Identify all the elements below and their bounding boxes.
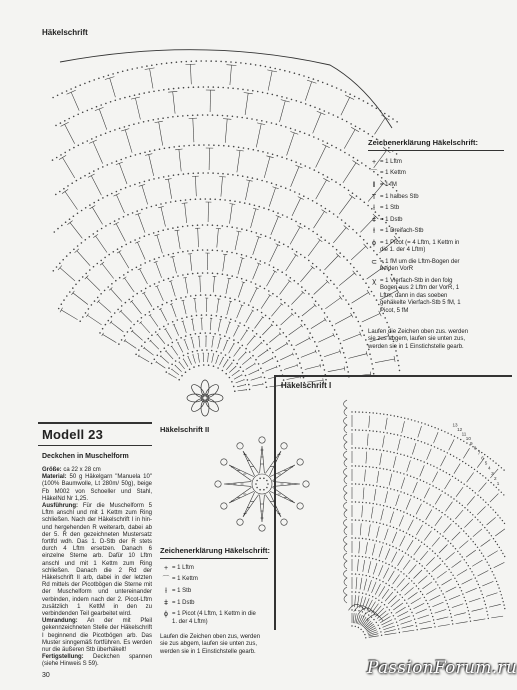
legend-item-text: = 1 Lftm (172, 564, 194, 571)
legend-item (160, 588, 272, 595)
chart-1-row-number: 2 (494, 475, 497, 481)
legend-2 (160, 546, 272, 656)
legend-2-divider (160, 558, 268, 559)
chart-1-row-number: 8 (473, 445, 477, 451)
chart-1-row-number: 5 (484, 460, 488, 466)
legend-item (160, 600, 272, 607)
t-icon: T (371, 193, 377, 201)
legend-item-text: = 1 fM (380, 181, 397, 188)
legend-2-title: Zeichenerklärung Häkelschrift: (160, 546, 271, 555)
vierfach-icon: ꭓ (372, 277, 376, 285)
legend-item-text: = 1 Vierfach-Stb in den folg Bogen aus 2 Lftm der VorR, 1 Lftm, dann in das soeben gehäkelte Vierfach-Stb 5 fM, 1 Picot, 5 fM (380, 277, 461, 314)
legend-item-text: = 1 Lftm (380, 158, 402, 165)
model-paragraph: Umrandung: An der mit Pfeil gekennzeichneten Stelle der Häkelschrift I beginnend die Picotbögen arb. Das Muster sinngemäß fortführen. Es werden nur die äußeren Stb überhäkelt! (42, 618, 152, 654)
plus-icon: + (163, 564, 169, 572)
legend-item-text: = 1 Dstb (172, 599, 195, 606)
model-paragraph: Material: 50 g Häkelgarn "Manuela 10" (100% Baumwolle, Lt 280m/ 50g), beige Fb M002 von Schoeller und Stahl, HäkelNd Nr 1,25. (42, 474, 152, 502)
chart-label-top: Häkelschrift (42, 28, 88, 37)
plus-icon: + (371, 158, 377, 166)
legend-item (160, 565, 272, 572)
dreifach-icon: ⱡ (373, 228, 375, 236)
legend-1-title: Zeichenerklärung Häkelschrift: (368, 138, 479, 147)
arc-icon: ⌒ (370, 170, 378, 178)
chart-label-1: Häkelschrift I (281, 381, 332, 390)
legend-item-text: = 1 Picot (= 4 Lftm, 1 Kettm in die 1. der 4 Lftm) (380, 239, 460, 254)
legend-item-text: = 1 Picot (4 Lftm, 1 Kettm in die 1. der 4 Lftm) (172, 611, 256, 625)
arc-icon: ⌒ (162, 576, 170, 584)
chart-1-row-number: 3 (491, 470, 494, 476)
chart-1-row-number: 9 (470, 440, 473, 446)
dstb-icon: ǂ (163, 599, 169, 607)
legend-item-text: = 1 Stb (172, 587, 192, 594)
page-number: 30 (42, 672, 50, 679)
chart-label-2: Häkelschrift II (160, 425, 210, 434)
chart-1-row-number: 13 (452, 422, 458, 428)
legend-item (160, 576, 272, 583)
picot-icon: ϕ (372, 239, 376, 247)
bogen-icon: ⊂ (371, 258, 377, 266)
chart-1-row-number: 1 (496, 481, 500, 487)
watermark-logo: PassionForum.ru (367, 658, 517, 678)
chart-1-row-number: 6 (481, 455, 484, 461)
legend-item-text: = 1 Kettm (380, 170, 406, 177)
chart-1-row-number: 4 (488, 465, 491, 471)
chart-1-row-number: 7 (477, 450, 481, 456)
model-paragraph: Größe: ca 22 x 28 cm (42, 467, 101, 473)
legend-2-list (160, 565, 272, 626)
bar-icon: ‖ (372, 181, 376, 189)
stb-icon: ƚ (373, 205, 375, 213)
legend-item (160, 611, 272, 626)
legend-item-text: = 1 Dreifach-Stb (380, 228, 424, 235)
legend-2-note: Laufen die Zeichen oben zus, werden sie zus abgem, laufen sie unten zus, werden sie in 1 Einstichstelle gearb. (160, 633, 261, 655)
chart-1-row-number: 12 (457, 426, 463, 432)
chart-1-row-number: 10 (465, 436, 471, 442)
stb-icon: ƚ (165, 587, 167, 595)
legend-1-note: Laufen die Zeichen oben zus. werden sie zus abgem, laufen sie unten zus, werden sie in 1 Einstichstelle gearb. (368, 328, 469, 350)
model-paragraph: Ausführung: Für die Muschelform 5 Lftm anschl und mit 1 Kettm zum Ring schließen. Nach der Häkelschrift I in hin- und hergehenden R weiterarb, dabei ab der 5. R den gezeichneten Mustersatz fortlfd wdh. Das 1. D-Stb der R stets durch 4 Lftm ersetzen. Danach 6 einzelne Sterne arb. Dafür 10 Lftm anschl und mit 1 Kettm zum Ring schließen. Danach die 2 Rd der Häkelschrift II arb, dabei in der letzten Rd mittels der Picotbögen die Sterne mit der Muschelform und untereinander verbinden, indem nach der 2. Picot-Lftm zusätzlich 1 KettM in den zu verbindenden Teil gearbeitet wird. (42, 503, 152, 618)
chart-1-row-number: 11 (461, 431, 467, 437)
legend-item-text: = 1 fM um die Lftm-Bogen der beiden VorR (380, 258, 460, 273)
dstb-icon: ǂ (371, 216, 377, 224)
picot-icon: ϕ (164, 611, 168, 619)
model-subtitle: Deckchen in Muschelform (42, 453, 129, 460)
model-paragraph: Fertigstellung: Deckchen spannen (siehe Hinweis S 59). (42, 654, 152, 668)
model-title: Modell 23 (42, 427, 104, 442)
legend-item-text: = 1 Kettm (172, 576, 198, 583)
legend-item-text: = 1 Stb (380, 205, 400, 212)
legend-item-text: = 1 Dstb (380, 216, 403, 223)
legend-item-text: = 1 halbes Stb (380, 193, 419, 200)
